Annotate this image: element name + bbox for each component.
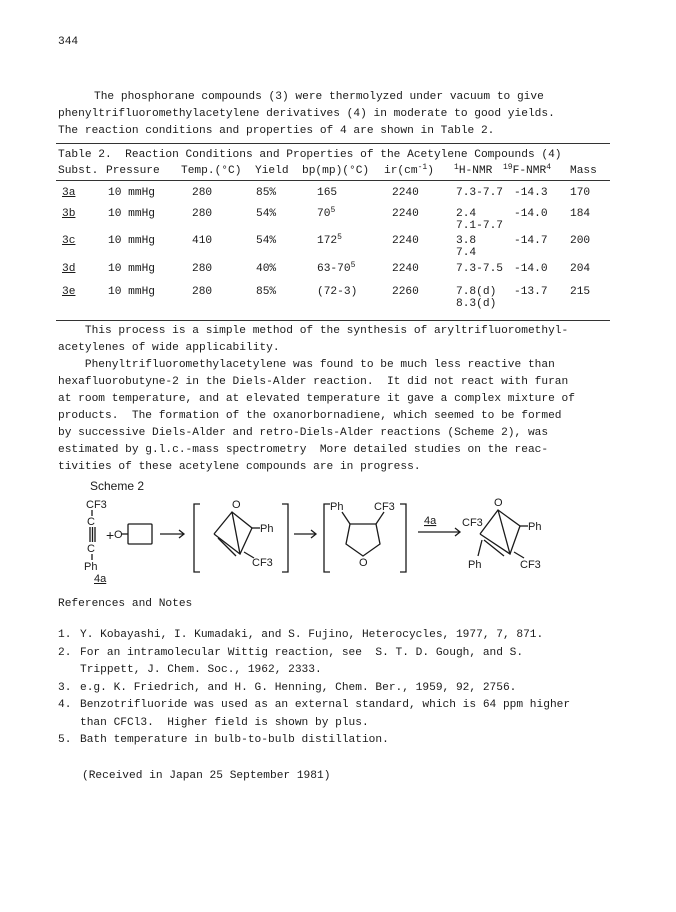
int2-ph-label: Ph	[330, 501, 344, 513]
para2-line-6: estimated by g.l.c.-mass spectrometry More detailed studies on the reac-	[58, 444, 549, 456]
product-o-label: O	[494, 497, 503, 509]
bracket-2-left	[324, 504, 330, 572]
cell-pressure: 10 mmHg	[108, 263, 155, 275]
int1-o-label: O	[232, 499, 241, 511]
header-hnmr	[454, 163, 493, 177]
cell-bp	[317, 287, 357, 298]
reference-text: Bath temperature in bulb-to-bulb distillation.	[80, 734, 389, 746]
cell-subst: 3a	[62, 187, 76, 199]
reference-text: Trippett, J. Chem. Soc., 1962, 2333.	[80, 664, 322, 676]
cell-bp-note: 5	[350, 261, 356, 270]
header-hnmr-sup: 1	[454, 163, 459, 172]
header-yield: Yield	[255, 165, 289, 177]
header-fnmr	[503, 163, 551, 177]
furan-o-label: O	[114, 529, 123, 541]
cell-hnmr: 7.4	[456, 247, 477, 259]
alkyne-ph-label: Ph	[84, 561, 98, 573]
cell-hnmr: 7.8(d)	[456, 286, 497, 298]
cell-fnmr: -14.0	[514, 263, 548, 275]
alkyne-structure	[84, 499, 107, 584]
para2-line-3: at room temperature, and at elevated temperature it gave a complex mixture of	[58, 393, 575, 405]
cell-hnmr: 7.3-7.5	[456, 263, 503, 275]
cell-fnmr: -14.3	[514, 187, 548, 199]
bracket-2-right	[400, 504, 406, 572]
header-pressure: Pressure	[106, 165, 160, 177]
product-ph-bottom-label: Ph	[468, 559, 482, 571]
cell-yield: 54%	[256, 235, 277, 247]
bracket-1-left	[194, 504, 200, 572]
cell-bp-value: 172	[317, 235, 338, 247]
table-bottom-rule	[56, 320, 610, 321]
cell-bp-value: 70	[317, 208, 331, 220]
int2-right-bond	[376, 512, 384, 524]
bracket-1-right	[282, 504, 288, 572]
int2-cf3-label: CF3	[374, 501, 395, 513]
cell-temp: 280	[192, 208, 213, 220]
cell-hnmr: 8.3(d)	[456, 298, 497, 310]
cell-ir: 2240	[392, 187, 419, 199]
int1-double	[218, 538, 236, 556]
header-fnmr-sup: 19	[503, 163, 513, 172]
cell-temp: 280	[192, 286, 213, 298]
cell-mass: 200	[570, 235, 591, 247]
reference-number: 3.	[58, 681, 72, 694]
header-ir-sup: -1	[417, 163, 428, 172]
product-structure	[462, 497, 541, 571]
cell-pressure: 10 mmHg	[108, 187, 155, 199]
cell-ir: 2240	[392, 235, 419, 247]
para1-line-1: This process is a simple method of the synthesis of aryltrifluoromethyl-	[58, 325, 569, 337]
int2-left-bond	[342, 512, 350, 524]
table-caption: Table 2. Reaction Conditions and Properties of the Acetylene Compounds (4)	[58, 149, 562, 161]
intermediate-2	[324, 501, 406, 572]
cell-hnmr: 2.4	[456, 208, 477, 220]
cell-subst: 3d	[62, 263, 76, 275]
cell-ir: 2240	[392, 208, 419, 220]
header-mass: Mass	[570, 165, 597, 177]
cell-pressure: 10 mmHg	[108, 235, 155, 247]
header-subst: Subst.	[58, 165, 99, 177]
reference-number: 2.	[58, 646, 72, 659]
cell-hnmr: 3.8	[456, 235, 477, 247]
cell-bp-value: 165	[317, 187, 338, 199]
alkyne-c2-label: C	[87, 543, 95, 555]
product-cf3-top-label: CF3	[462, 517, 483, 529]
cell-temp: 280	[192, 263, 213, 275]
page-number: 344	[58, 36, 79, 48]
intro-line-3: The reaction conditions and properties of 4 are shown in Table 2.	[58, 125, 495, 137]
reference-text: Benzotrifluoride was used as an external standard, which is 64 ppm higher	[80, 699, 571, 711]
header-temp: Temp.(°C)	[181, 165, 242, 177]
para2-line-5: by successive Diels-Alder and retro-Diels-Alder reactions (Scheme 2), was	[58, 427, 549, 439]
int2-o-label: O	[359, 557, 368, 569]
intro-line-2: phenyltrifluoromethylacetylene derivatives (4) in moderate to good yields.	[58, 108, 555, 120]
alkyne-cf3-label: CF3	[86, 499, 107, 511]
header-fnmr-note: 4	[546, 163, 551, 172]
header-ir-close: )	[427, 165, 434, 177]
cell-yield: 85%	[256, 187, 277, 199]
cell-subst: 3e	[62, 286, 76, 298]
cell-mass: 204	[570, 263, 591, 275]
cell-subst: 3b	[62, 208, 76, 220]
cell-bp-note: 5	[330, 206, 336, 215]
cell-fnmr: -14.0	[514, 208, 548, 220]
references-heading: References and Notes	[58, 598, 193, 610]
cell-bp	[317, 206, 336, 220]
furan-structure	[114, 524, 152, 544]
received-note: (Received in Japan 25 September 1981)	[82, 770, 331, 782]
para2-line-1: Phenyltrifluoromethylacetylene was found to be much less reactive than	[58, 359, 555, 371]
cell-pressure: 10 mmHg	[108, 286, 155, 298]
alkyne-c1-label: C	[87, 516, 95, 528]
int2-ring	[346, 524, 380, 556]
reference-text: Y. Kobayashi, I. Kumadaki, and S. Fujino, Heterocycles, 1977, 7, 871.	[80, 629, 544, 641]
plus-sign: +	[106, 527, 115, 543]
header-fnmr-label: F-NMR	[512, 165, 547, 177]
header-hnmr-label: H-NMR	[458, 165, 493, 177]
scheme-2-diagram	[84, 494, 604, 584]
para2-line-7: tivities of these acetylene compounds are in progress.	[58, 461, 421, 473]
table-top-rule	[56, 143, 610, 144]
cell-mass: 184	[570, 208, 591, 220]
reference-text: For an intramolecular Wittig reaction, see S. T. D. Gough, and S.	[80, 646, 524, 659]
int1-bridge	[232, 512, 240, 554]
cell-temp: 410	[192, 235, 213, 247]
cell-ir: 2240	[392, 263, 419, 275]
reagent-label: 4a	[424, 515, 437, 527]
para1-line-2: acetylenes of wide applicability.	[58, 342, 280, 354]
int1-ph-label: Ph	[260, 523, 274, 535]
cell-hnmr: 7.3-7.7	[456, 187, 503, 199]
intro-line-1: The phosphorane compounds (3) were thermolyzed under vacuum to give	[94, 91, 544, 103]
cell-bp-value: (72-3)	[317, 286, 358, 298]
product-ph-bottom-bond	[478, 540, 482, 556]
cell-fnmr: -14.7	[514, 235, 548, 247]
reference-number: 1.	[58, 629, 72, 641]
cell-hnmr: 7.1-7.7	[456, 220, 503, 232]
reference-number: 5.	[58, 734, 72, 746]
reference-text: than CFCl3. Higher field is shown by plus.	[80, 716, 369, 729]
cell-yield: 40%	[256, 263, 277, 275]
cell-pressure: 10 mmHg	[108, 208, 155, 220]
cell-yield: 85%	[256, 286, 277, 298]
cell-mass: 170	[570, 187, 591, 199]
reference-text: e.g. K. Friedrich, and H. G. Henning, Chem. Ber., 1959, 92, 2756.	[80, 681, 517, 694]
reference-number: 4.	[58, 699, 72, 711]
cell-subst: 3c	[62, 235, 76, 247]
cell-yield: 54%	[256, 208, 277, 220]
header-ir-label: ir(cm	[384, 165, 418, 177]
cell-bp-value: 63-70	[317, 263, 351, 275]
cell-mass: 215	[570, 286, 591, 298]
int1-cf3-label: CF3	[252, 557, 273, 569]
cell-ir: 2260	[392, 286, 419, 298]
scheme-title: Scheme 2	[90, 479, 145, 493]
product-ph-top-label: Ph	[528, 521, 542, 533]
product-cf3-bottom-label: CF3	[520, 559, 541, 571]
header-ir	[384, 163, 434, 177]
intermediate-1	[194, 499, 288, 572]
cell-fnmr: -13.7	[514, 286, 548, 298]
cell-bp	[317, 188, 337, 199]
cell-bp	[317, 261, 356, 275]
para2-line-4: products. The formation of the oxanorbornadiene, which seemed to be formed	[58, 410, 562, 422]
product-cf3-bottom-bond	[514, 552, 524, 558]
header-bp: bp(mp)(°C)	[302, 165, 370, 177]
para2-line-2: hexafluorobutyne-2 in the Diels-Alder reaction. It did not react with furan	[58, 376, 569, 388]
cell-bp	[317, 233, 342, 247]
furan-ring	[128, 524, 152, 544]
table-header-rule	[56, 180, 610, 181]
alkyne-compound-label: 4a	[94, 573, 107, 584]
cell-temp: 280	[192, 187, 213, 199]
cell-bp-note: 5	[337, 233, 342, 242]
